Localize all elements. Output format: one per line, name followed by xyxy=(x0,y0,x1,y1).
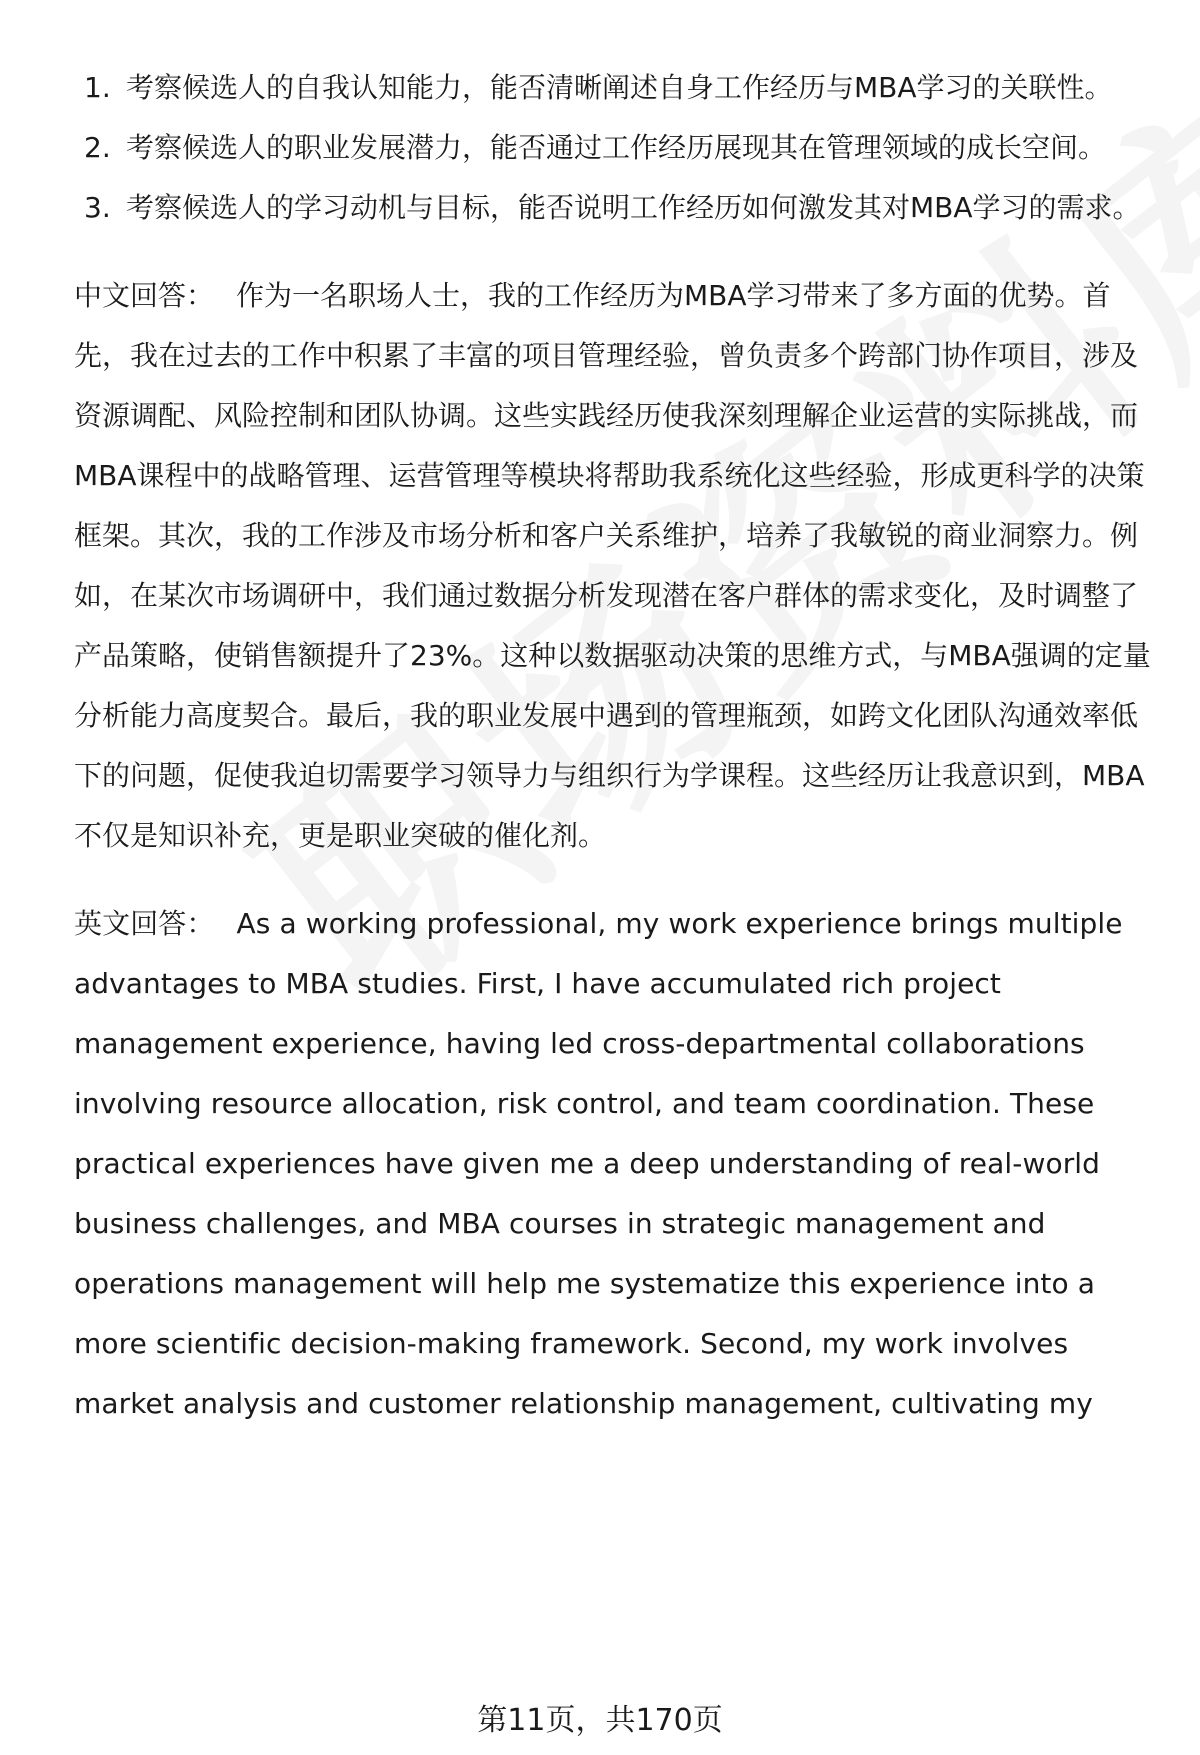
criteria-item-2 xyxy=(74,118,1154,178)
chinese-answer-paragraph xyxy=(74,266,1154,866)
evaluation-criteria-list xyxy=(74,58,1154,238)
page-content xyxy=(74,58,1154,1434)
english-answer-label: 英文回答： xyxy=(74,907,215,940)
list-number: 1. xyxy=(84,71,111,104)
english-answer-text: As a working professional, my work experience brings multiple advantages to MBA studies. First, I have accumulated rich project management experience, having led cross-departmental collaborations involving resource allocation, risk control, and team coordination. These practical experiences have given me a deep understanding of real-world business challenges, and MBA courses in strategic management and operations management will help me systematize this experience into a more scientific decision-making framework. Second, my work involves market analysis and customer relationship management, cultivating my xyxy=(74,907,1123,1420)
page-footer: 第11页，共170页 xyxy=(477,1703,723,1738)
criteria-text: 考察候选人的职业发展潜力，能否通过工作经历展现其在管理领域的成长空间。 xyxy=(126,131,1107,164)
criteria-text: 考察候选人的自我认知能力，能否清晰阐述自身工作经历与MBA学习的关联性。 xyxy=(126,71,1113,104)
chinese-answer-label: 中文回答： xyxy=(74,279,215,312)
chinese-answer-text: 作为一名职场人士，我的工作经历为MBA学习带来了多方面的优势。首先，我在过去的工作中积累了丰富的项目管理经验，曾负责多个跨部门协作项目，涉及资源调配、风险控制和团队协调。这些实践经历使我深刻理解企业运营的实际挑战，而MBA课程中的战略管理、运营管理等模块将帮助我系统化这些经验，形成更科学的决策框架。其次，我的工作涉及市场分析和客户关系维护，培养了我敏锐的商业洞察力。例如，在某次市场调研中，我们通过数据分析发现潜在客户群体的需求变化，及时调整了产品策略，使销售额提升了23%。这种以数据驱动决策的思维方式，与MBA强调的定量分析能力高度契合。最后，我的职业发展中遇到的管理瓶颈，如跨文化团队沟通效率低下的问题，促使我迫切需要学习领导力与组织行为学课程。这些经历让我意识到，MBA不仅是知识补充，更是职业突破的催化剂。 xyxy=(74,279,1151,852)
english-answer-paragraph xyxy=(74,894,1154,1434)
list-number: 3. xyxy=(84,191,111,224)
criteria-item-3 xyxy=(74,178,1154,238)
criteria-text: 考察候选人的学习动机与目标，能否说明工作经历如何激发其对MBA学习的需求。 xyxy=(126,191,1141,224)
list-number: 2. xyxy=(84,131,111,164)
criteria-item-1 xyxy=(74,58,1154,118)
